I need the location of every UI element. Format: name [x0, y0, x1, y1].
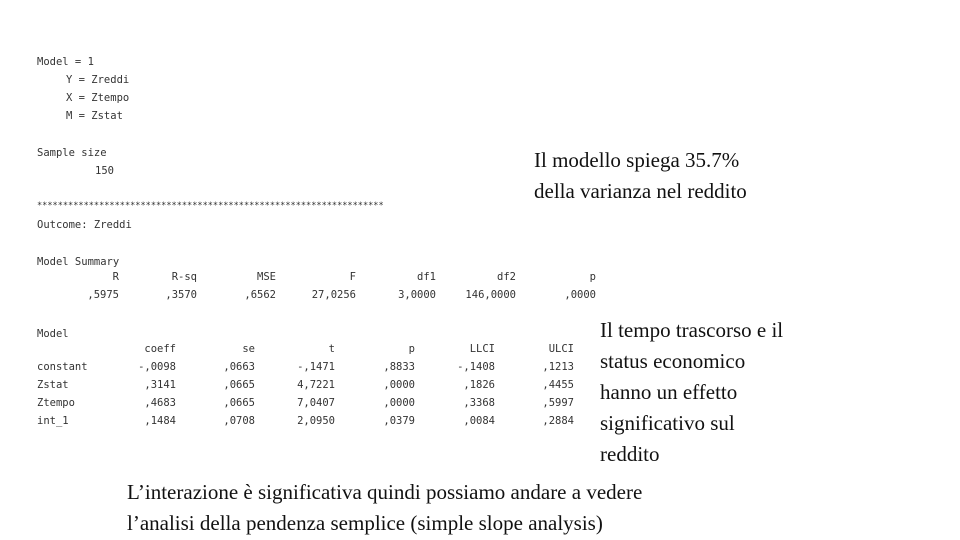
- coef-cell: 4,7221: [297, 379, 335, 391]
- coef-header-llci: LLCI: [469, 343, 495, 355]
- effect-line-2: status economico: [600, 349, 746, 373]
- sample-size-label: Sample size: [37, 147, 107, 159]
- summary-value: 146,0000: [465, 289, 516, 301]
- variance-line-1: Il modello spiega 35.7%: [534, 148, 740, 172]
- interaction-line-1: L’interazione è significativa quindi possiamo andare a vedere: [127, 480, 643, 504]
- outcome-label: Outcome: Zreddi: [37, 219, 132, 231]
- coef-cell: -,0098: [138, 361, 176, 373]
- coef-header-se: se: [242, 343, 255, 355]
- summary-header-df2: df2: [497, 271, 516, 283]
- summary-value: ,3570: [165, 289, 197, 301]
- summary-value: ,0000: [564, 289, 596, 301]
- summary-value: 27,0256: [311, 289, 356, 301]
- model-table-label: Model: [37, 328, 69, 340]
- variance-annotation: [534, 145, 747, 207]
- coef-cell: -,1471: [297, 361, 335, 373]
- effect-annotation: [600, 315, 783, 470]
- coef-cell: ,0665: [223, 379, 255, 391]
- effect-line-1: Il tempo trascorso e il: [600, 318, 784, 342]
- effect-line-5: reddito: [600, 442, 660, 466]
- coef-cell: 7,0407: [297, 397, 335, 409]
- coef-cell: ,0084: [463, 415, 495, 427]
- y-variable-line: Y = Zreddi: [66, 74, 130, 86]
- effect-line-4: significativo sul: [600, 411, 735, 435]
- coef-header-coeff: coeff: [144, 343, 176, 355]
- summary-header-mse: MSE: [257, 271, 276, 283]
- coef-header-t: t: [328, 343, 335, 355]
- sample-size-value: 150: [95, 165, 114, 177]
- effect-line-3: hanno un effetto: [600, 380, 738, 404]
- summary-value: 3,0000: [398, 289, 436, 301]
- coef-cell: ,5997: [542, 397, 574, 409]
- coef-row-label: Ztempo: [37, 397, 75, 409]
- summary-header-r: R: [112, 271, 119, 283]
- variance-line-2: della varianza nel reddito: [534, 179, 747, 203]
- coef-cell: 2,0950: [297, 415, 335, 427]
- interaction-line-2: l’analisi della pendenza semplice (simple slope analysis): [127, 511, 603, 535]
- model-number-line: Model = 1: [37, 56, 94, 68]
- coef-cell: ,0708: [223, 415, 255, 427]
- coef-cell: -,1408: [457, 361, 495, 373]
- coef-row-label: int_1: [37, 415, 69, 427]
- summary-value: ,6562: [244, 289, 276, 301]
- summary-header-df1: df1: [417, 271, 436, 283]
- x-variable-line: X = Ztempo: [66, 92, 130, 104]
- m-variable-line: M = Zstat: [66, 110, 123, 122]
- coef-header-ulci: ULCI: [548, 343, 574, 355]
- coef-row-label: constant: [37, 361, 88, 373]
- coef-cell: ,0000: [383, 379, 415, 391]
- coef-cell: ,0663: [223, 361, 255, 373]
- coef-row-label: Zstat: [37, 379, 69, 391]
- summary-value: ,5975: [87, 289, 119, 301]
- coef-cell: ,2884: [542, 415, 574, 427]
- coef-cell: ,3141: [144, 379, 176, 391]
- coef-cell: ,3368: [463, 397, 495, 409]
- coef-cell: ,0000: [383, 397, 415, 409]
- coef-cell: ,8833: [383, 361, 415, 373]
- interaction-annotation: [127, 477, 642, 539]
- coef-cell: ,1484: [144, 415, 176, 427]
- coef-cell: ,4683: [144, 397, 176, 409]
- coef-cell: ,0665: [223, 397, 255, 409]
- model-summary-label: Model Summary: [37, 256, 120, 268]
- coef-cell: ,0379: [383, 415, 415, 427]
- summary-header-rsq: R-sq: [171, 271, 197, 283]
- coef-cell: ,4455: [542, 379, 574, 391]
- summary-header-p: p: [589, 271, 596, 283]
- coef-header-p: p: [408, 343, 415, 355]
- coef-cell: ,1213: [542, 361, 574, 373]
- separator-line: *******************************************************************: [37, 201, 384, 211]
- coef-cell: ,1826: [463, 379, 495, 391]
- summary-header-f: F: [349, 271, 356, 283]
